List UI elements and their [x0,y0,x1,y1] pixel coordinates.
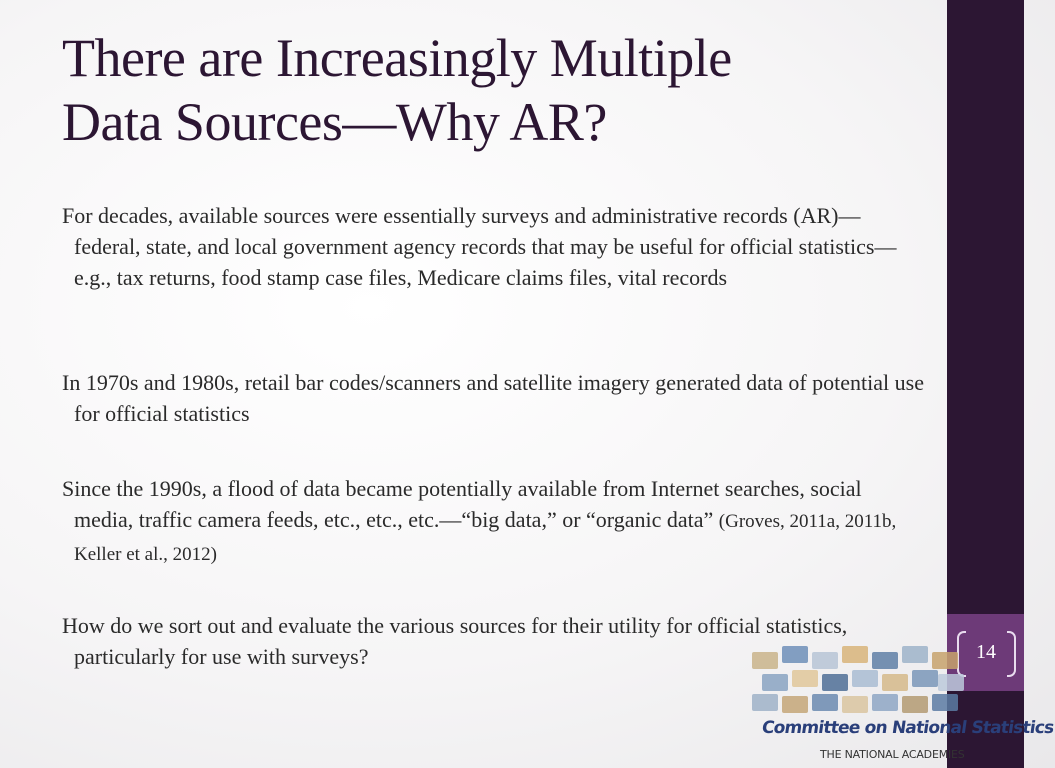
slide-title-line-1: There are Increasingly Multiple [62,28,732,88]
logo-tile [842,696,868,713]
logo-tile [938,674,964,691]
paragraph-big-data [62,473,924,570]
logo-tile [812,652,838,669]
logo-tile [782,696,808,713]
paragraph-big-data-text: Since the 1990s, a flood of data became potentially available from Internet searches, social media, traffic camera feeds, etc., etc., etc.—“big data,” or “organic data” [62,476,862,532]
logo-tile [912,670,938,687]
logo-subtitle: THE NATIONAL ACADEMIES [820,748,965,761]
logo-tile [902,646,928,663]
logo-tile [822,674,848,691]
slide-title-line-2: Data Sources—Why AR? [62,92,607,152]
paragraph-administrative-records: For decades, available sources were essentially surveys and administrative records (AR)—federal, state, and local government agency records that may be useful for official statistics—e.g., tax returns, food stamp case files, Medicare claims files, vital records [62,203,897,290]
logo-tile [852,670,878,687]
logo-tile [882,674,908,691]
paragraph-evaluate-sources: How do we sort out and evaluate the various sources for their utility for official statistics, particularly for use with surveys? [62,613,848,669]
logo-tile [812,694,838,711]
logo-tile [752,694,778,711]
page-number: 14 [976,641,996,663]
logo-tile [932,652,958,669]
logo-tile [792,670,818,687]
logo-tile [902,696,928,713]
logo-committee-name: Committee on National Statistics [760,718,1055,738]
logo-image-mosaic [752,644,964,714]
right-brace-icon [1007,631,1016,677]
logo-tile [842,646,868,663]
logo-tile [762,674,788,691]
paragraph-bar-codes-satellite: In 1970s and 1980s, retail bar codes/scanners and satellite imagery generated data of potential use for official statistics [62,370,924,426]
citation: (Groves, 2011a, 2011b, Keller et al., 2012) [74,511,897,565]
logo-tile [782,646,808,663]
logo-tile [932,694,958,711]
logo-tile [752,652,778,669]
logo-tile [872,652,898,669]
logo-tile [872,694,898,711]
slide-title [62,26,922,154]
